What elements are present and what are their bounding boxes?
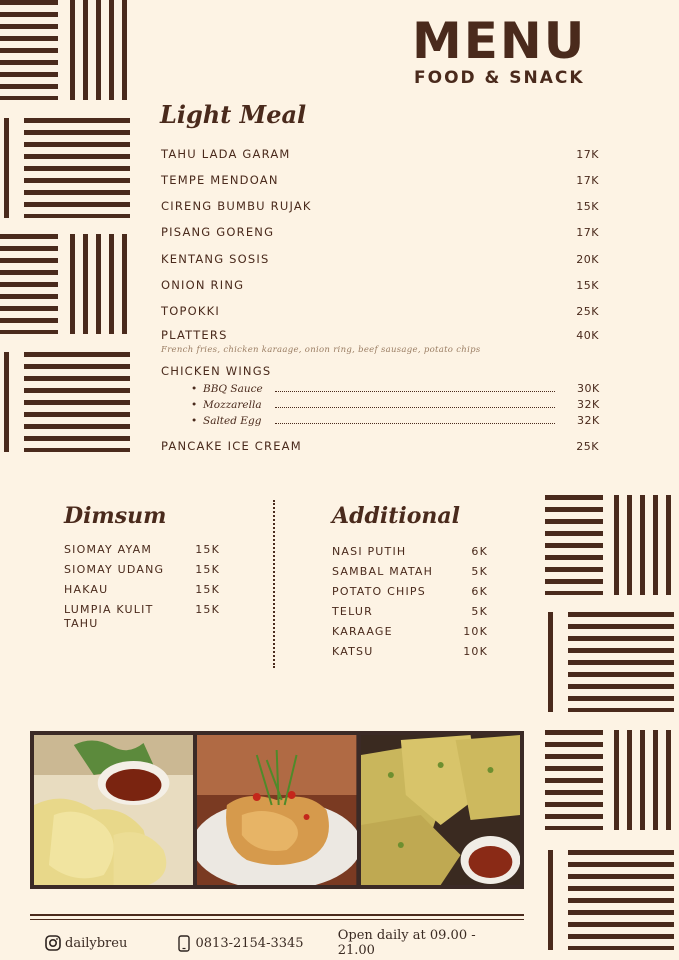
- menu-item: [332, 645, 488, 665]
- menu-item: [161, 252, 599, 278]
- dimsum-list: [64, 543, 220, 631]
- section-divider: [273, 500, 275, 668]
- item-price: 17K: [576, 174, 599, 187]
- item-name: NASI PUTIH: [332, 545, 407, 558]
- item-name: POTATO CHIPS: [332, 585, 426, 598]
- light-meal-heading: Light Meal: [160, 100, 307, 129]
- opening-hours: Open daily at 09.00 - 21.00: [337, 928, 476, 958]
- platters-note: French fries, chicken karaage, onion ring, beef sausage, potato chips: [161, 345, 481, 355]
- additional-list: [332, 545, 488, 665]
- footer-rule-top: [30, 914, 524, 916]
- menu-item: [332, 565, 488, 585]
- menu-item: [332, 585, 488, 605]
- menu-item: [161, 147, 599, 173]
- menu-item: [332, 545, 488, 565]
- variant-row: • Salted Egg 32K: [191, 414, 600, 427]
- item-name: KENTANG SOSIS: [161, 252, 270, 266]
- light-meal-list: [161, 147, 599, 453]
- item-name: TAHU LADA GARAM: [161, 147, 291, 161]
- item-price: 10K: [463, 625, 488, 638]
- instagram-handle: dailybreu: [65, 935, 128, 951]
- menu-item: [64, 563, 220, 583]
- item-name: CHICKEN WINGS: [161, 364, 272, 378]
- food-photo-tempe: [361, 735, 520, 885]
- variant-price: 32K: [577, 398, 600, 411]
- menu-item: [332, 605, 488, 625]
- food-photo-tahu: [34, 735, 193, 885]
- item-name: LUMPIA KULIT TAHU: [64, 603, 154, 630]
- item-price: 25K: [576, 305, 599, 318]
- item-price: 15K: [576, 279, 599, 292]
- variant-name: BBQ Sauce: [203, 383, 263, 395]
- item-price: 40K: [576, 329, 599, 342]
- menu-item-chicken-wings: [161, 364, 599, 382]
- item-name: CIRENG BUMBU RUJAK: [161, 199, 312, 213]
- item-price: 5K: [471, 605, 488, 618]
- variant-name: Mozzarella: [203, 399, 262, 411]
- item-name: PANCAKE ICE CREAM: [161, 439, 302, 453]
- item-price: 15K: [195, 603, 220, 616]
- food-photo-chicken: [197, 735, 356, 885]
- item-name: SIOMAY UDANG: [64, 563, 165, 576]
- item-price: 5K: [471, 565, 488, 578]
- menu-item: [161, 173, 599, 199]
- menu-item: [161, 199, 599, 225]
- item-price: 20K: [576, 253, 599, 266]
- food-photo-strip: [30, 731, 524, 889]
- item-name: KATSU: [332, 645, 374, 658]
- instagram-contact[interactable]: [45, 935, 178, 951]
- item-name: SAMBAL MATAH: [332, 565, 434, 578]
- item-name: TEMPE MENDOAN: [161, 173, 279, 187]
- dot-leader: [275, 391, 555, 392]
- item-name: TOPOKKI: [161, 304, 220, 318]
- item-name: ONION RING: [161, 278, 245, 292]
- dot-leader: [275, 423, 555, 424]
- item-price: 6K: [471, 545, 488, 558]
- instagram-icon: [45, 935, 61, 951]
- item-name: TELUR: [332, 605, 373, 618]
- item-price: 15K: [576, 200, 599, 213]
- variant-name: Salted Egg: [203, 415, 262, 427]
- menu-item: [332, 625, 488, 645]
- footer: [45, 928, 515, 958]
- item-price: 25K: [576, 440, 599, 453]
- item-name: SIOMAY AYAM: [64, 543, 153, 556]
- variant-price: 30K: [577, 382, 600, 395]
- item-price: 10K: [463, 645, 488, 658]
- item-name: PLATTERS: [161, 328, 228, 342]
- menu-item: [161, 328, 599, 342]
- additional-heading: Additional: [332, 503, 460, 529]
- phone-icon: [178, 935, 190, 952]
- dimsum-heading: Dimsum: [64, 503, 167, 529]
- item-price: 15K: [195, 563, 220, 576]
- dot-leader: [275, 407, 555, 408]
- phone-number: 0813-2154-3345: [195, 935, 304, 951]
- item-name: PISANG GORENG: [161, 225, 275, 239]
- footer-rule-thin: [30, 919, 524, 920]
- item-price: 6K: [471, 585, 488, 598]
- item-price: 15K: [195, 543, 220, 556]
- menu-item: [64, 583, 220, 603]
- item-price: 15K: [195, 583, 220, 596]
- item-name: KARAAGE: [332, 625, 393, 638]
- variant-row: • BBQ Sauce 30K: [191, 382, 600, 395]
- variant-price: 32K: [577, 414, 600, 427]
- menu-item: [161, 304, 599, 328]
- menu-item: [64, 543, 220, 563]
- menu-title: MENU: [412, 12, 587, 70]
- phone-contact[interactable]: [178, 935, 338, 952]
- item-price: 17K: [576, 148, 599, 161]
- menu-item: [64, 603, 220, 631]
- menu-subtitle: FOOD & SNACK: [414, 68, 585, 88]
- menu-item: [161, 225, 599, 252]
- menu-item: [161, 439, 599, 453]
- item-name: HAKAU: [64, 583, 109, 596]
- item-price: 17K: [576, 226, 599, 239]
- menu-item: [161, 278, 599, 304]
- variant-row: • Mozzarella 32K: [191, 398, 600, 411]
